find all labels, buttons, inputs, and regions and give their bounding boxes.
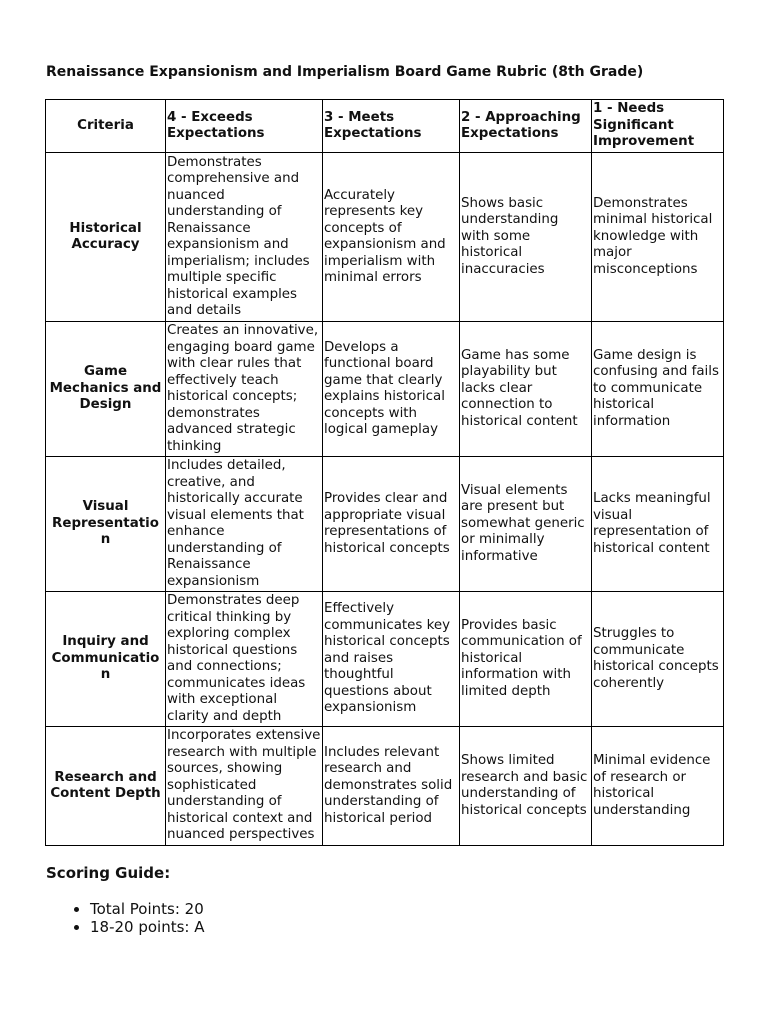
document-title: Renaissance Expansionism and Imperialism Board Game Rubric (8th Grade) bbox=[46, 64, 644, 80]
level-4-cell: Demonstrates deep critical thinking by exploring complex historical questions and connections; communicates ideas with exceptional clarity and depth bbox=[166, 592, 323, 727]
level-1-cell: Demonstrates minimal historical knowledge with major misconceptions bbox=[592, 153, 724, 322]
level-2-cell: Shows limited research and basic understanding of historical concepts bbox=[460, 727, 592, 846]
table-row bbox=[46, 457, 724, 592]
criterion-label: Inquiry and Communication bbox=[46, 592, 166, 727]
level-2-cell: Game has some playability but lacks clear connection to historical content bbox=[460, 322, 592, 457]
level-4-cell: Demonstrates comprehensive and nuanced understanding of Renaissance expansionism and imperialism; includes multiple specific historical examples and details bbox=[166, 153, 323, 322]
list-item: • 18-20 points: A bbox=[90, 918, 205, 936]
level-4-cell: Includes detailed, creative, and historically accurate visual elements that enhance understanding of Renaissance expansionism bbox=[166, 457, 323, 592]
list-item: • Total Points: 20 bbox=[90, 900, 205, 918]
table-row bbox=[46, 153, 724, 322]
level-1-cell: Lacks meaningful visual representation of historical content bbox=[592, 457, 724, 592]
header-level-1: 1 - Needs Significant Improvement bbox=[592, 100, 724, 153]
header-criteria: Criteria bbox=[46, 100, 166, 153]
table-row bbox=[46, 322, 724, 457]
rubric-table bbox=[45, 99, 724, 846]
level-2-cell: Provides basic communication of historical information with limited depth bbox=[460, 592, 592, 727]
table-row bbox=[46, 592, 724, 727]
criterion-label: Research and Content Depth bbox=[46, 727, 166, 846]
header-row bbox=[46, 100, 724, 153]
level-2-cell: Visual elements are present but somewhat generic or minimally informative bbox=[460, 457, 592, 592]
level-3-cell: Effectively communicates key historical concepts and raises thoughtful questions about expansionism bbox=[323, 592, 460, 727]
level-1-cell: Game design is confusing and fails to communicate historical information bbox=[592, 322, 724, 457]
level-1-cell: Minimal evidence of research or historical understanding bbox=[592, 727, 724, 846]
level-2-cell: Shows basic understanding with some historical inaccuracies bbox=[460, 153, 592, 322]
level-3-cell: Includes relevant research and demonstrates solid understanding of historical period bbox=[323, 727, 460, 846]
level-3-cell: Provides clear and appropriate visual representations of historical concepts bbox=[323, 457, 460, 592]
criterion-label: Historical Accuracy bbox=[46, 153, 166, 322]
header-level-3: 3 - Meets Expectations bbox=[323, 100, 460, 153]
level-3-cell: Accurately represents key concepts of expansionism and imperialism with minimal errors bbox=[323, 153, 460, 322]
criterion-label: Visual Representation bbox=[46, 457, 166, 592]
level-4-cell: Incorporates extensive research with multiple sources, showing sophisticated understanding of historical context and nuanced perspectives bbox=[166, 727, 323, 846]
header-level-2: 2 - Approaching Expectations bbox=[460, 100, 592, 153]
criterion-label: Game Mechanics and Design bbox=[46, 322, 166, 457]
level-1-cell: Struggles to communicate historical concepts coherently bbox=[592, 592, 724, 727]
table-row bbox=[46, 727, 724, 846]
scoring-guide-heading: Scoring Guide: bbox=[46, 864, 171, 882]
level-4-cell: Creates an innovative, engaging board game with clear rules that effectively teach historical concepts; demonstrates advanced strategic thinking bbox=[166, 322, 323, 457]
level-3-cell: Develops a functional board game that clearly explains historical concepts with logical gameplay bbox=[323, 322, 460, 457]
scoring-guide-list bbox=[46, 900, 205, 936]
header-level-4: 4 - Exceeds Expectations bbox=[166, 100, 323, 153]
